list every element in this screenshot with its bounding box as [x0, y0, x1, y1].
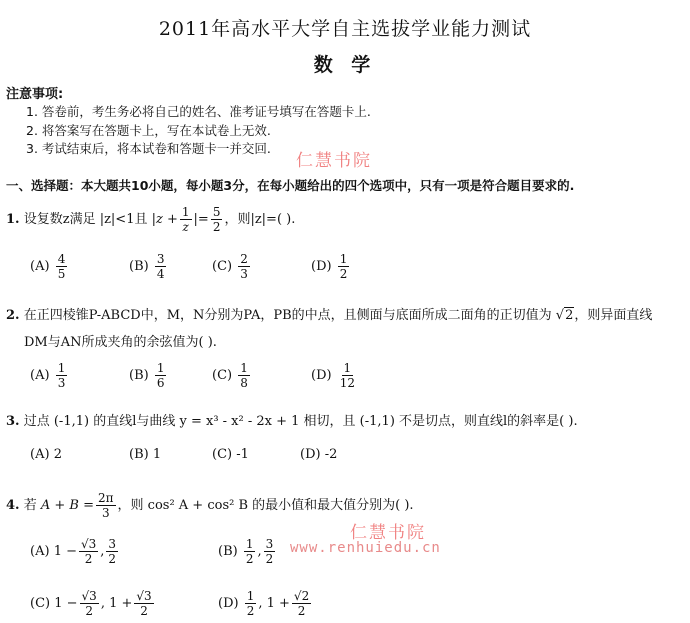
question-4: [6, 492, 414, 519]
math-expr: |=: [193, 212, 209, 227]
fraction: [155, 362, 167, 389]
notice-item-3: 3. 考试结束后，将本试卷和答题卡一并交回.: [26, 141, 271, 156]
question-text: ，则 cos² A + cos² B 的最小值和最大值分别为( ).: [117, 498, 414, 513]
notice-heading: 注意事项:: [6, 87, 64, 102]
option-label: (D): [311, 259, 332, 274]
watermark-bottom: 仁慧书院: [350, 523, 426, 543]
option-4a: [30, 538, 120, 565]
option-2d: [311, 362, 359, 389]
page-title: 2011年高水平大学自主选拔学业能力测试: [158, 18, 532, 40]
option-label: (C): [212, 368, 233, 383]
fraction-num: 2: [240, 252, 248, 266]
option-label: (D): [311, 368, 332, 383]
fraction: [56, 253, 68, 280]
fraction-num: 1: [343, 361, 352, 375]
watermark-top: 仁慧书院: [296, 151, 372, 171]
fraction-den: 2: [108, 552, 117, 566]
fraction-num: 1: [156, 361, 165, 375]
option-4c: [30, 590, 156, 617]
option-label: (D): [218, 596, 239, 611]
question-text: 在正四棱锥P-ABCD中，M，N分别为PA，PB的中点，且侧面与底面所成二面角的正切值为: [23, 308, 552, 323]
option-label: (C): [212, 447, 233, 462]
option-3d: [300, 447, 337, 462]
option-3a: [30, 447, 62, 462]
fraction: [264, 538, 276, 565]
fraction: [338, 362, 357, 389]
fraction-den: 5: [57, 267, 66, 281]
option-value: 2: [53, 447, 62, 462]
option-label: (B): [129, 259, 149, 274]
fraction: [180, 206, 192, 233]
fraction-den: 8: [240, 376, 248, 390]
fraction-den: 2: [245, 552, 254, 566]
fraction-den: 2: [339, 267, 348, 281]
fraction-num: 3: [156, 252, 165, 266]
question-2-line-2: DM与AN所成夹角的余弦值为( ).: [24, 335, 217, 350]
fraction: [106, 538, 118, 565]
question-number: 3.: [6, 414, 20, 429]
fraction-num: 4: [57, 252, 66, 266]
question-text: 过点 (-1,1) 的直线l与曲线 y = x³ - x² - 2x + 1 相切，且 (-1,1) 不是切点，则直线l的斜率是( ).: [23, 414, 578, 429]
fraction-den: 2: [85, 604, 93, 618]
option-expr: ,: [257, 544, 262, 559]
fraction-den: 2: [212, 220, 221, 234]
fraction: [155, 253, 167, 280]
fraction: [338, 253, 350, 280]
subject-title: 数 学: [313, 54, 377, 76]
option-1b: [129, 253, 168, 280]
watermark-url: www.renhuiedu.cn: [290, 540, 441, 556]
option-label: (A): [30, 447, 50, 462]
option-value: -2: [324, 447, 338, 462]
question-number: 1.: [6, 212, 20, 227]
fraction-num: √3: [81, 589, 97, 603]
option-4d: [218, 590, 313, 617]
fraction-num: 2π: [98, 491, 114, 505]
fraction-den: 12: [339, 376, 355, 390]
fraction-num: 5: [212, 205, 221, 219]
fraction-den: 3: [57, 376, 66, 390]
fraction-den: 6: [156, 376, 165, 390]
fraction-num: 1: [57, 361, 66, 375]
fraction: [134, 590, 153, 617]
option-label: (A): [30, 368, 50, 383]
math-expr: |z +: [151, 212, 178, 227]
question-text: 设复数z满足 |z|<1且: [23, 212, 148, 227]
option-value: -1: [236, 447, 249, 462]
math-expr: A + B =: [40, 498, 94, 513]
fraction: [79, 538, 98, 565]
option-label: (B): [129, 447, 149, 462]
option-expr: , 1 +: [100, 596, 133, 611]
fraction-den: 2: [246, 604, 255, 618]
option-label: (C): [212, 259, 233, 274]
option-label: (D): [300, 447, 321, 462]
sqrt-expr: √2: [555, 308, 574, 323]
fraction-den: 2: [265, 552, 274, 566]
fraction: [244, 538, 256, 565]
option-label: (B): [218, 544, 238, 559]
question-text: 若: [23, 498, 37, 513]
fraction-den: z: [182, 220, 189, 234]
question-3: [6, 410, 578, 429]
option-expr: 1 −: [54, 596, 78, 611]
option-expr: 1 −: [53, 544, 77, 559]
option-4b: [218, 538, 277, 565]
option-3b: [129, 447, 161, 462]
option-2c: [212, 362, 252, 389]
fraction: [292, 590, 311, 617]
fraction: [238, 362, 250, 389]
fraction: [245, 590, 257, 617]
option-expr: ,: [100, 544, 105, 559]
fraction-num: 1: [181, 205, 190, 219]
question-1: [6, 206, 295, 233]
option-label: (A): [30, 544, 50, 559]
fraction-num: 1: [246, 589, 255, 603]
option-2b: [129, 362, 168, 389]
question-number: 2.: [6, 308, 20, 323]
section-heading: 一、选择题：本大题共10小题，每小题3分，在每小题给出的四个选项中，只有一项是符合题目要求的.: [6, 178, 575, 193]
fraction-num: √3: [136, 589, 152, 603]
question-text: ，则|z|=( ).: [224, 212, 296, 227]
question-number: 4.: [6, 498, 20, 513]
option-1c: [212, 253, 252, 280]
fraction-num: 1: [245, 537, 254, 551]
fraction-den: 3: [101, 506, 110, 520]
fraction: [80, 590, 99, 617]
fraction: [211, 206, 223, 233]
fraction-den: 3: [240, 267, 248, 281]
fraction-num: 3: [108, 537, 117, 551]
fraction-den: 2: [84, 552, 93, 566]
fraction-num: √3: [80, 537, 97, 551]
option-1a: [30, 253, 69, 280]
option-1d: [311, 253, 351, 280]
notice-item-2: 2. 将答案写在答题卡上，写在本试卷上无效.: [26, 123, 271, 138]
option-value: 1: [152, 447, 162, 462]
fraction-den: 4: [156, 267, 165, 281]
option-2a: [30, 362, 69, 389]
question-text: ，则异面直线: [574, 308, 653, 323]
option-expr: , 1 +: [258, 596, 290, 611]
question-2: [6, 304, 652, 323]
option-label: (A): [30, 259, 50, 274]
option-label: (C): [30, 596, 51, 611]
option-3c: [212, 447, 249, 462]
fraction: [238, 253, 250, 280]
fraction-num: 1: [240, 361, 248, 375]
option-label: (B): [129, 368, 149, 383]
fraction: [56, 362, 68, 389]
fraction-den: 2: [140, 604, 148, 618]
fraction-num: 1: [339, 252, 348, 266]
notice-item-1: 1. 答卷前，考生务必将自己的姓名、准考证号填写在答题卡上.: [26, 104, 371, 119]
sqrt-radicand: 2: [565, 308, 574, 323]
fraction: [96, 492, 116, 519]
fraction-num: 3: [265, 537, 274, 551]
fraction-num: √2: [293, 589, 310, 603]
fraction-den: 2: [297, 604, 306, 618]
